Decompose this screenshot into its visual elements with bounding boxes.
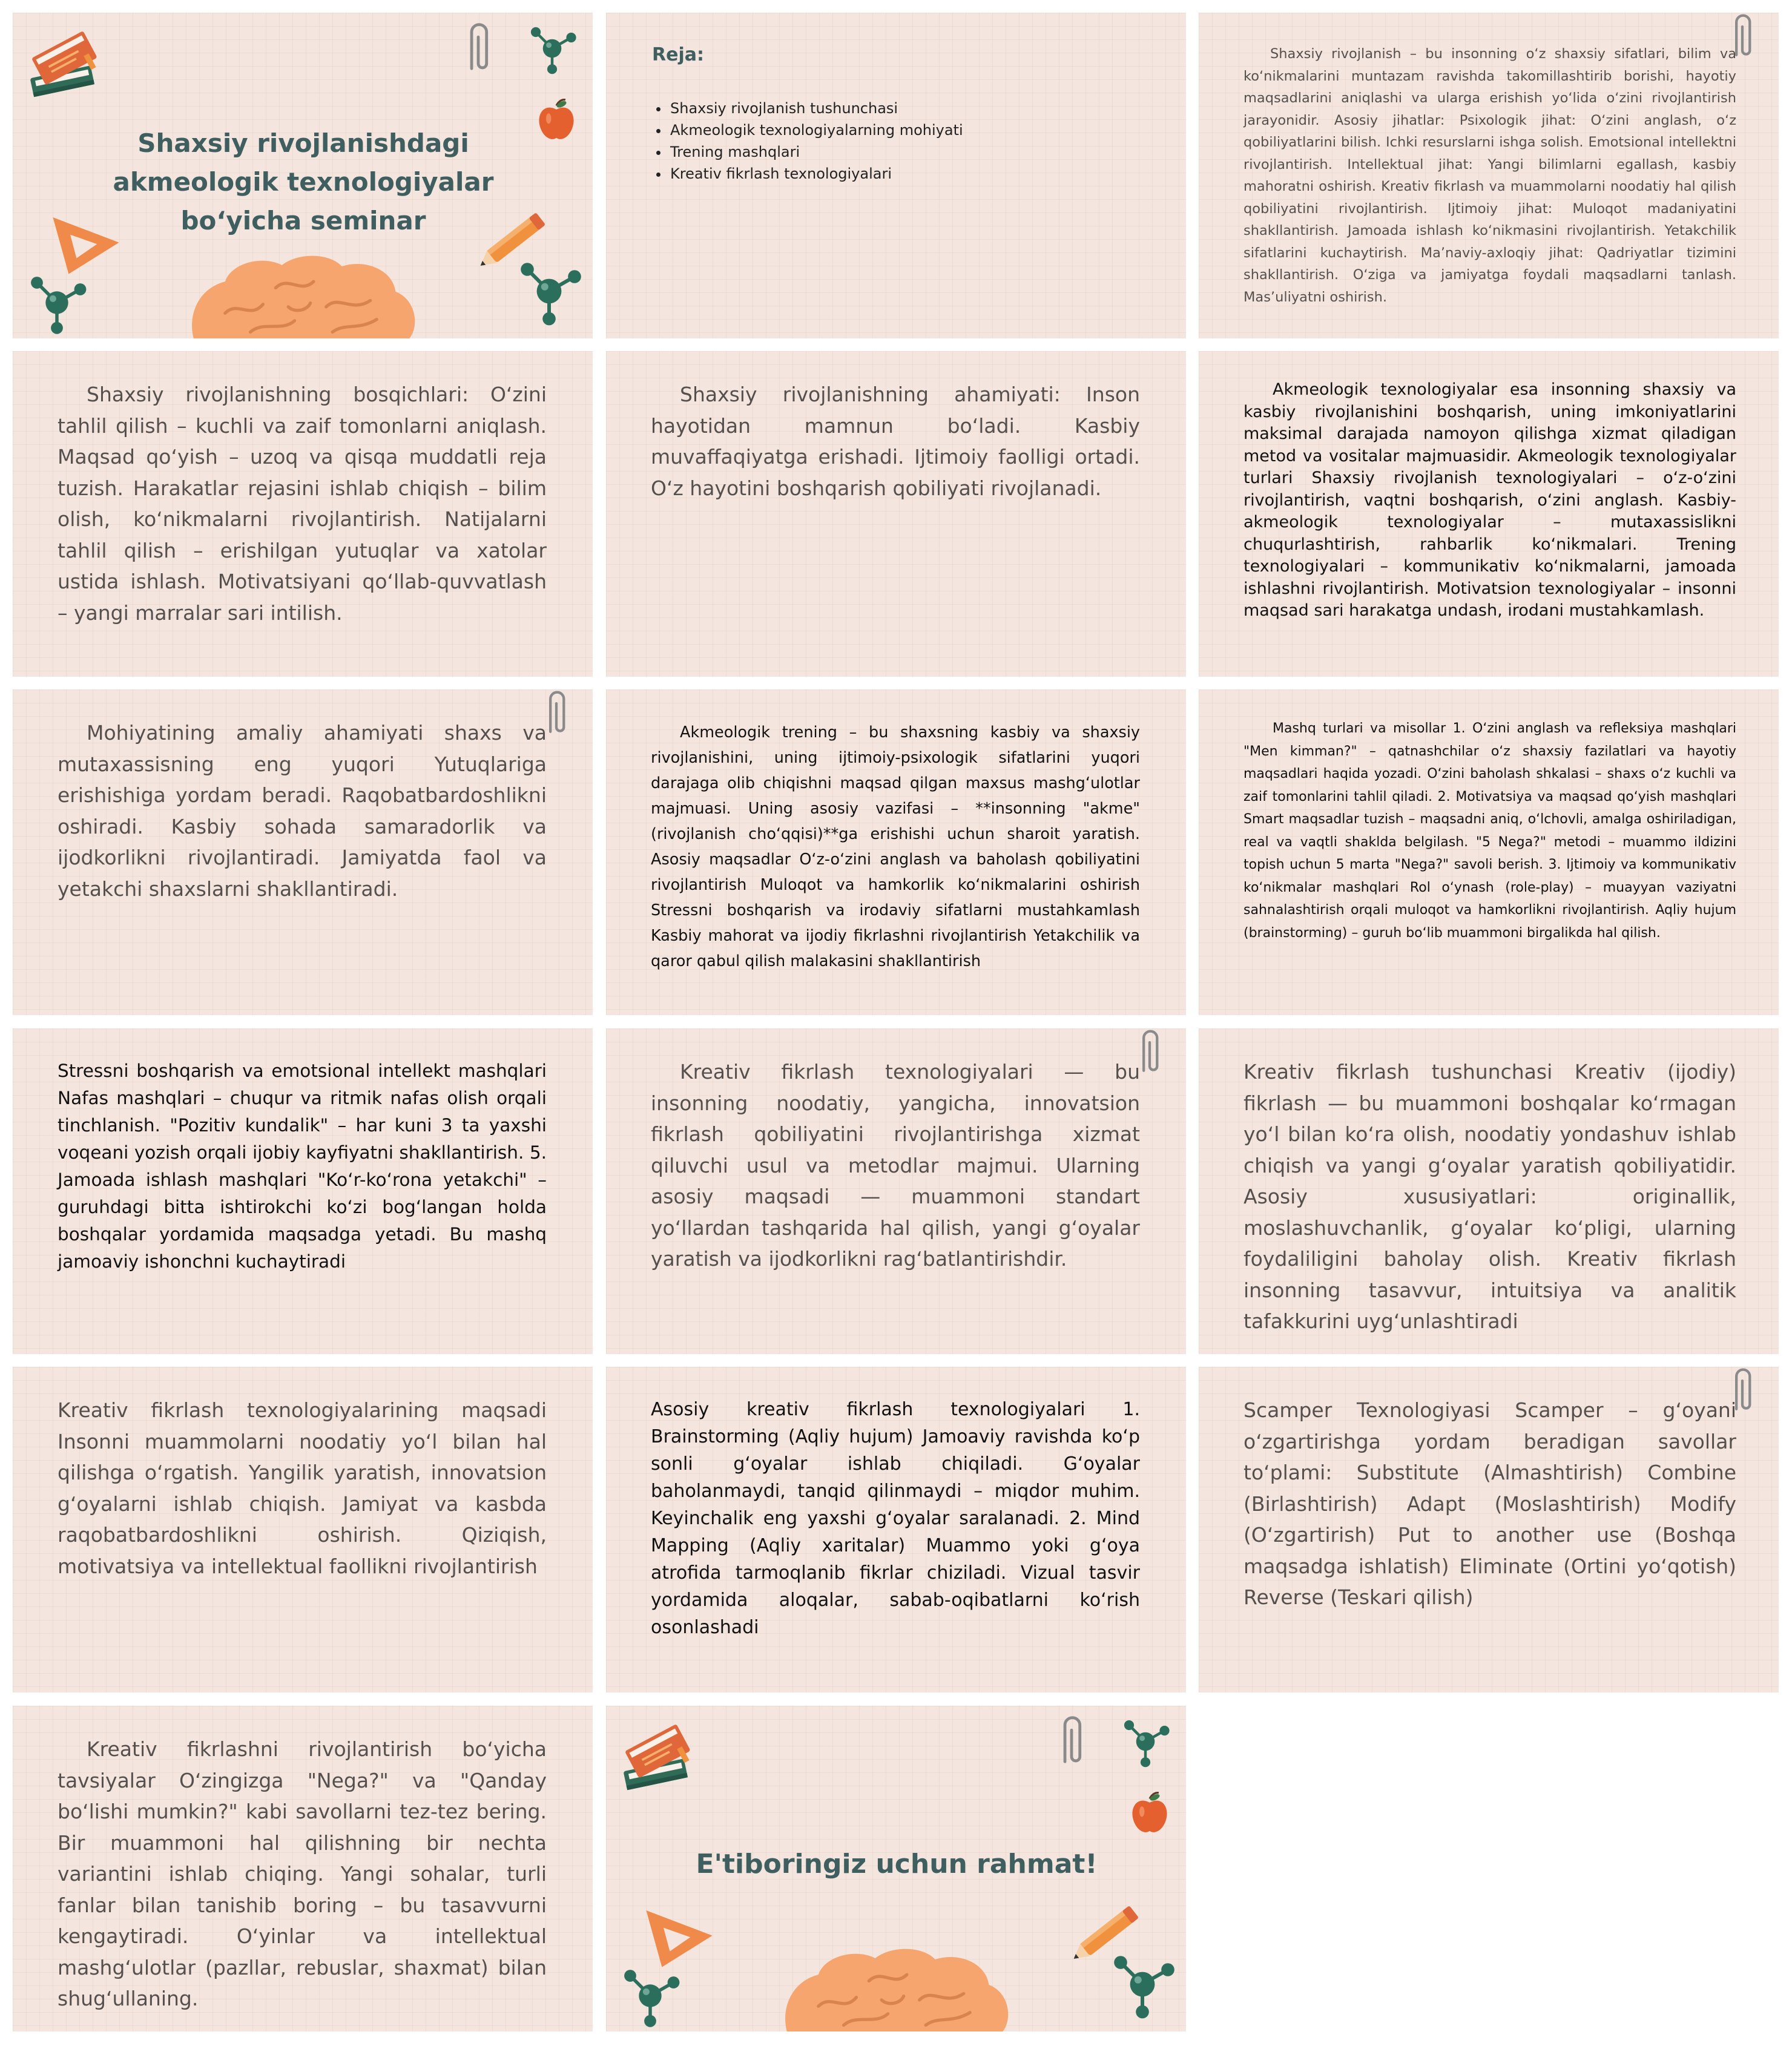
- slide-text: Akmeologik texnologiyalar esa insonning shaxsiy va kasbiy rivojlanishini boshqarish, uning imkoniyatlarini maksimal darajada namoyon qilishga xizmat qiladigan metod va vositalar majmuasidir. Akmeologik texnologiyalar turlari Shaxsiy rivojlanish texnologiyalari – o‘z-o‘zini rivojlantirish, vaqtni boshqarish, o‘zini anglash. Kasbiy-akmeologik texnologiyalar – mutaxassislikni chuqurlashtirish, rahbarlik ko‘nikmalari. Trening texnologiyalari – kommunikativ ko‘nikmalarni, jamoada ishlashni rivojlantirish. Motivatsion texnologiyalar – insonni maqsad sari harakatga undash, irodani mustahkamlash.: [1244, 380, 1736, 620]
- slide-text: Kreativ fikrlash texnologiyalarining maqsadi Insonni muammolarni noodatiy yo‘l bilan hal qilishga o‘rgatish. Yangilik yaratish, innovatsion g‘oyalarni ishlab chiqish. Jamiyat va kasbda raqobatbardoshlikni oshirish. Qiziqish, motivatsiya va intellektual faollikni rivojlantirish: [58, 1398, 547, 1578]
- plan-list: [652, 97, 963, 185]
- list-item: • Akmeologik texnologiyalarning mohiyati: [669, 119, 963, 141]
- slide-text: Kreativ fikrlash texnologiyalari — bu insonning noodatiy, yangicha, innovatsion fikrlash qobiliyatini rivojlantirishga xizmat qiluvchi usul va metodlar majmui. Ularning asosiy maqsadi — muammoni standart yo‘llardan tashqarida hal qilish, yangi g‘oyalar yaratish va ijodkorlikni rag‘batlantirishdir.: [651, 1060, 1140, 1271]
- plan-title: Reja:: [652, 44, 704, 65]
- triangle-ruler-icon: [640, 1895, 719, 1973]
- books-icon: [25, 26, 104, 111]
- slide-text: Shaxsiy rivojlanishning bosqichlari: O‘zini tahlil qilish – kuchli va zaif tomonlarni aniqlash. Maqsad qo‘yish – uzoq va qisqa muddatli reja tuzish. Harakatlar rejasini ishlab chiqish – bilim olish, ko‘nikmalarni rivojlantirish. Natijalarni tahlil qilish – erishilgan yutuqlar va xatolar ustida ishlash. Motivatsiyani qo‘llab-quvvatlash – yangi marralar sari intilish.: [58, 383, 547, 625]
- molecule-icon: [1118, 1714, 1173, 1769]
- slide-13: [13, 1367, 593, 1692]
- slide-text: Mohiyatining amaliy ahamiyati shaxs va mutaxassisning eng yuqori Yutuqlariga erishishiga yordam beradi. Raqobatbardoshlikni oshiradi. Kasbiy sohada samaradorlik va ijodkorlikni rivojlantiradi. Jamiyatda faol va yetakchi shaxslarni shakllantiradi.: [58, 721, 547, 901]
- slide-10: [13, 1028, 593, 1354]
- books-icon: [618, 1719, 697, 1804]
- slide-6: [1199, 351, 1779, 677]
- slide-2: [606, 13, 1186, 338]
- paperclip-icon: [461, 19, 496, 77]
- slide-text: Stressni boshqarish va emotsional intellekt mashqlari Nafas mashqlari – chuqur va ritmik nafas olish orqali tinchlanish. "Pozitiv kundalik" – har kuni 3 ta yaxshi voqeani yozish orqali ijobiy kayfiyatni shakllantirish. 5. Jamoada ishlash mashqlari "Ko‘r-ko‘rona yetakchi" – guruhdagi bitta ishtirokchi ko‘zi bog‘langan holda boshqalar yordamida maqsadga yetadi. Bu mashq jamoaviy ishonchni kuchaytiradi: [58, 1061, 547, 1272]
- apple-icon: [537, 97, 576, 143]
- slide-1: [13, 13, 593, 338]
- closing-title: E'tiboringiz uchun rahmat!: [696, 1849, 1098, 1880]
- molecule-icon: [525, 21, 579, 76]
- slide-text: Akmeologik trening – bu shaxsning kasbiy va shaxsiy rivojlanishini, uning ijtimoiy-psixologik sifatlarini yuqori darajaga olib chiqishni maqsad qilgan maxsus mashg‘ulotlar majmuasi. Uning asosiy vazifasi – **insonning "akme" (rivojlanish cho‘qqisi)**ga erishishi uchun sharoit yaratish. Asosiy maqsadlar O‘z-o‘zini anglash va baholash qobiliyatini rivojlantirish Muloqot va hamkorlik ko‘nikmalarini oshirish Stressni boshqarish va irodaviy sifatlarni mustahkamlash Kasbiy mahorat va ijodiy fikrlashni rivojlantirish Yetakchilik va qaror qabul qilish malakasini shakllantirish: [651, 723, 1140, 970]
- slide-text: Kreativ fikrlash tushunchasi Kreativ (ijodiy) fikrlash — bu muammoni boshqalar ko‘rmagan yo‘l bilan ko‘ra olish, noodatiy yondashuv ishlab chiqish va yangi g‘oyalar yaratish qobiliyatidir. Asosiy xususiyatlari: originallik, moslashuvchanlik, g‘oyalar ko‘pligi, ularning foydaliligini baholay olish. Kreativ fikrlash insonning tasavvur, intuitsiya va analitik tafakkurini uyg‘unlashtiradi: [1244, 1060, 1736, 1333]
- molecule-icon: [617, 1962, 684, 2029]
- slide-3: [1199, 13, 1779, 338]
- slide-12: [1199, 1028, 1779, 1354]
- slide-text: Mashq turlari va misollar 1. O‘zini anglash va refleksiya mashqlari "Men kimman?" – qatnashchilar o‘z shaxsiy fazilatlari va hayotiy maqsadlari haqida yozadi. O‘zini baholash shkalasi – shaxs o‘z kuchli va zaif tomonlarini tahlil qiladi. 2. Motivatsiya va maqsad qo‘yish mashqlari Smart maqsadlar tuzish – maqsadni aniq, o‘lchovli, amalga oshiriladigan, real va vaqtli shaklda belgilash. "5 Nega?" metodi – muammo ildizini topish uchun 5 marta "Nega?" savoli berish. 3. Ijtimoiy va kommunikativ ko‘nikmalar mashqlari Rol o‘ynash (role-play) – muayyan vaziyatni sahnalashtirish orqali muloqot va hamkorlikni rivojlantirish. Aqliy hujum (brainstorming) – guruh bo‘lib muammoni birgalikda hal qilish.: [1244, 721, 1736, 941]
- list-item: • Kreativ fikrlash texnologiyalari: [669, 163, 963, 185]
- slide-16: [13, 1706, 593, 2031]
- slide-15: [1199, 1367, 1779, 1692]
- slide-text: Scamper Texnologiyasi Scamper – g‘oyani o‘zgartirishga yordam beradigan savollar to‘plami: Substitute (Almashtirish) Combine (Birlashtirish) Adapt (Moslashtirish) Modify (O‘zgartirish) Put to another use (Boshqa maqsadga ishlatish) Eliminate (Ortini yo‘qotish) Reverse (Teskari qilish): [1244, 1398, 1736, 1609]
- presentation-title: Shaxsiy rivojlanishdagi akmeologik texnologiyalar bo‘yicha seminar: [113, 128, 494, 235]
- brain-icon: [180, 250, 422, 338]
- slide-17: [606, 1706, 1186, 2031]
- molecule-icon: [513, 255, 585, 327]
- brain-icon: [773, 1943, 1015, 2031]
- slide-text: Shaxsiy rivojlanish – bu insonning o‘z shaxsiy sifatlari, bilim va ko‘nikmalarini muntazam ravishda takomillashtirib borishi, hayotiy maqsadlarini aniqlashi va ularga erishish yo‘lida o‘zini rivojlantirish jarayonidir. Asosiy jihatlar: Psixologik jihat: O‘zini anglash, o‘z qobiliyatlarini bilish. Ichki resurslarni ishga solish. Emotsional intellektni rivojlantirish. Intellektual jihat: Yangi bilimlarni egallash, kasbiy mahoratni oshirish. Kreativ fikrlash va muammolarni noodatiy hal qilish qobiliyatini rivojlantirish. Ijtimoiy jihat: Muloqot madaniyatini shakllantirish. Jamoada ishlash ko‘nikmasini rivojlantirish. Yetakchilik sifatlarini kuchaytirish. Ma’naviy-axloqiy jihat: Qadriyatlar tizimini shakllantirish. O‘ziga va jamiyatga foydali maqsadlarni tanlash. Mas’uliyatni oshirish.: [1244, 46, 1736, 305]
- list-item: • Shaxsiy rivojlanish tushunchasi: [669, 97, 963, 119]
- slide-7: [13, 689, 593, 1015]
- list-item: • Trening mashqlari: [669, 141, 963, 163]
- slide-8: [606, 689, 1186, 1015]
- molecule-icon: [1106, 1948, 1179, 2021]
- slide-9: [1199, 689, 1779, 1015]
- slide-4: [13, 351, 593, 677]
- apple-icon: [1130, 1791, 1169, 1837]
- slide-text: Asosiy kreativ fikrlash texnologiyalari 1. Brainstorming (Aqliy hujum) Jamoaviy ravishda ko‘p sonli g‘oyalar ishlab chiqiladi. G‘oyalar baholanmaydi, tanqid qilinmaydi – miqdor muhim. Keyinchalik eng yaxshi g‘oyalar saralanadi. 2. Mind Mapping (Aqliy xaritalar) Muammo yoki g‘oya atrofida tarmoqlanib fikrlar chiziladi. Vizual tasvir yordamida aloqalar, sabab-oqibatlarni ko‘rish osonlashadi: [651, 1399, 1140, 1638]
- slide-5: [606, 351, 1186, 677]
- molecule-icon: [24, 269, 90, 336]
- paperclip-icon: [1054, 1712, 1089, 1770]
- slide-text: Kreativ fikrlashni rivojlantirish bo‘yicha tavsiyalar O‘zingizga "Nega?" va "Qanday bo‘lishi mumkin?" kabi savollarni tez-tez bering. Bir muammoni hal qilishning bir nechta variantini ishlab chiqing. Yangi sohalar, turli fanlar bilan tanishib boring – bu tasavvurni kengaytiradi. O‘yinlar va intellektual mashg‘ulotlar (pazllar, rebuslar, shaxmat) bilan shug‘ullaning.: [58, 1737, 547, 2010]
- slide-14: [606, 1367, 1186, 1692]
- slide-text: Shaxsiy rivojlanishning ahamiyati: Inson hayotidan mamnun bo‘ladi. Kasbiy muvaffaqiyatga erishadi. Ijtimoiy faolligi ortadi. O‘z hayotini boshqarish qobiliyati rivojlanadi.: [651, 383, 1140, 500]
- slide-11: [606, 1028, 1186, 1354]
